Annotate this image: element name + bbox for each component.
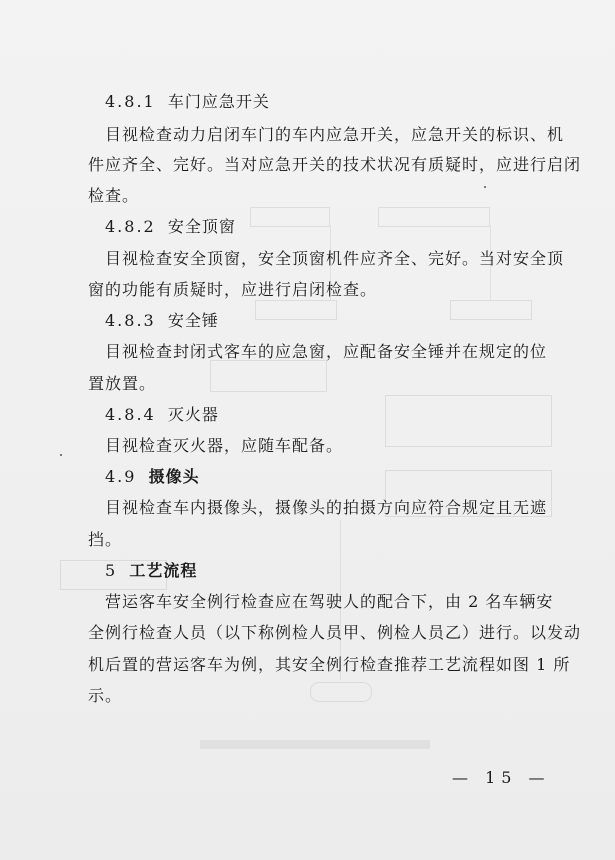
bleed-box — [385, 395, 552, 447]
body-line: 件应齐全、完好。当对应急开关的技术状况有质疑时，应进行启闭 — [88, 155, 582, 174]
bleed-box — [210, 360, 327, 392]
section-title: 车门应急开关 — [167, 92, 270, 111]
scan-speck — [484, 186, 486, 188]
body-line: 示。 — [88, 686, 123, 705]
section-heading — [105, 92, 270, 112]
section-number: 4.8.4 — [105, 405, 156, 424]
section-title: 灭火器 — [167, 405, 219, 424]
body-line: 目视检查安全顶窗，安全顶窗机件应齐全、完好。当对安全顶 — [105, 249, 565, 268]
bleed-box — [250, 207, 330, 227]
section-heading — [105, 217, 236, 237]
body-line: 挡。 — [88, 530, 123, 549]
bleed-box — [310, 682, 372, 702]
bleed-line — [200, 740, 430, 749]
bleed-box — [378, 207, 490, 227]
body-line: 营运客车安全例行检查应在驾驶人的配合下，由 2 名车辆安 — [105, 592, 554, 611]
section-heading — [105, 561, 197, 581]
section-number: 4.8.1 — [105, 92, 156, 111]
body-line: 目视检查灭火器，应随车配备。 — [105, 436, 344, 455]
bleed-box — [450, 300, 532, 320]
body-line: 目视检查封闭式客车的应急窗，应配备安全锤并在规定的位 — [105, 342, 548, 361]
section-title: 安全顶窗 — [167, 217, 236, 236]
section-title: 摄像头 — [148, 467, 200, 486]
body-line: 检查。 — [88, 186, 140, 205]
section-number: 5 — [105, 561, 118, 580]
section-heading — [105, 405, 219, 425]
body-line: 机后置的营运客车为例，其安全例行检查推荐工艺流程如图 1 所 — [88, 655, 571, 674]
section-title: 安全锤 — [167, 311, 219, 330]
body-line: 窗的功能有质疑时，应进行启闭检查。 — [88, 280, 378, 299]
section-number: 4.8.3 — [105, 311, 156, 330]
page-number: — 15 — — [452, 768, 551, 787]
scan-speck — [60, 454, 62, 456]
body-line: 全例行检查人员（以下称例检人员甲、例检人员乙）进行。以发动 — [88, 623, 582, 642]
body-line: 目视检查动力启闭车门的车内应急开关，应急开关的标识、机 — [105, 125, 565, 144]
body-line: 置放置。 — [88, 374, 157, 393]
section-heading — [105, 467, 200, 487]
section-heading — [105, 311, 219, 331]
section-title: 工艺流程 — [129, 561, 198, 580]
bleed-box — [255, 300, 337, 320]
body-line: 目视检查车内摄像头，摄像头的拍摄方向应符合规定且无遮 — [105, 498, 548, 517]
section-number: 4.9 — [105, 467, 137, 486]
section-number: 4.8.2 — [105, 217, 156, 236]
